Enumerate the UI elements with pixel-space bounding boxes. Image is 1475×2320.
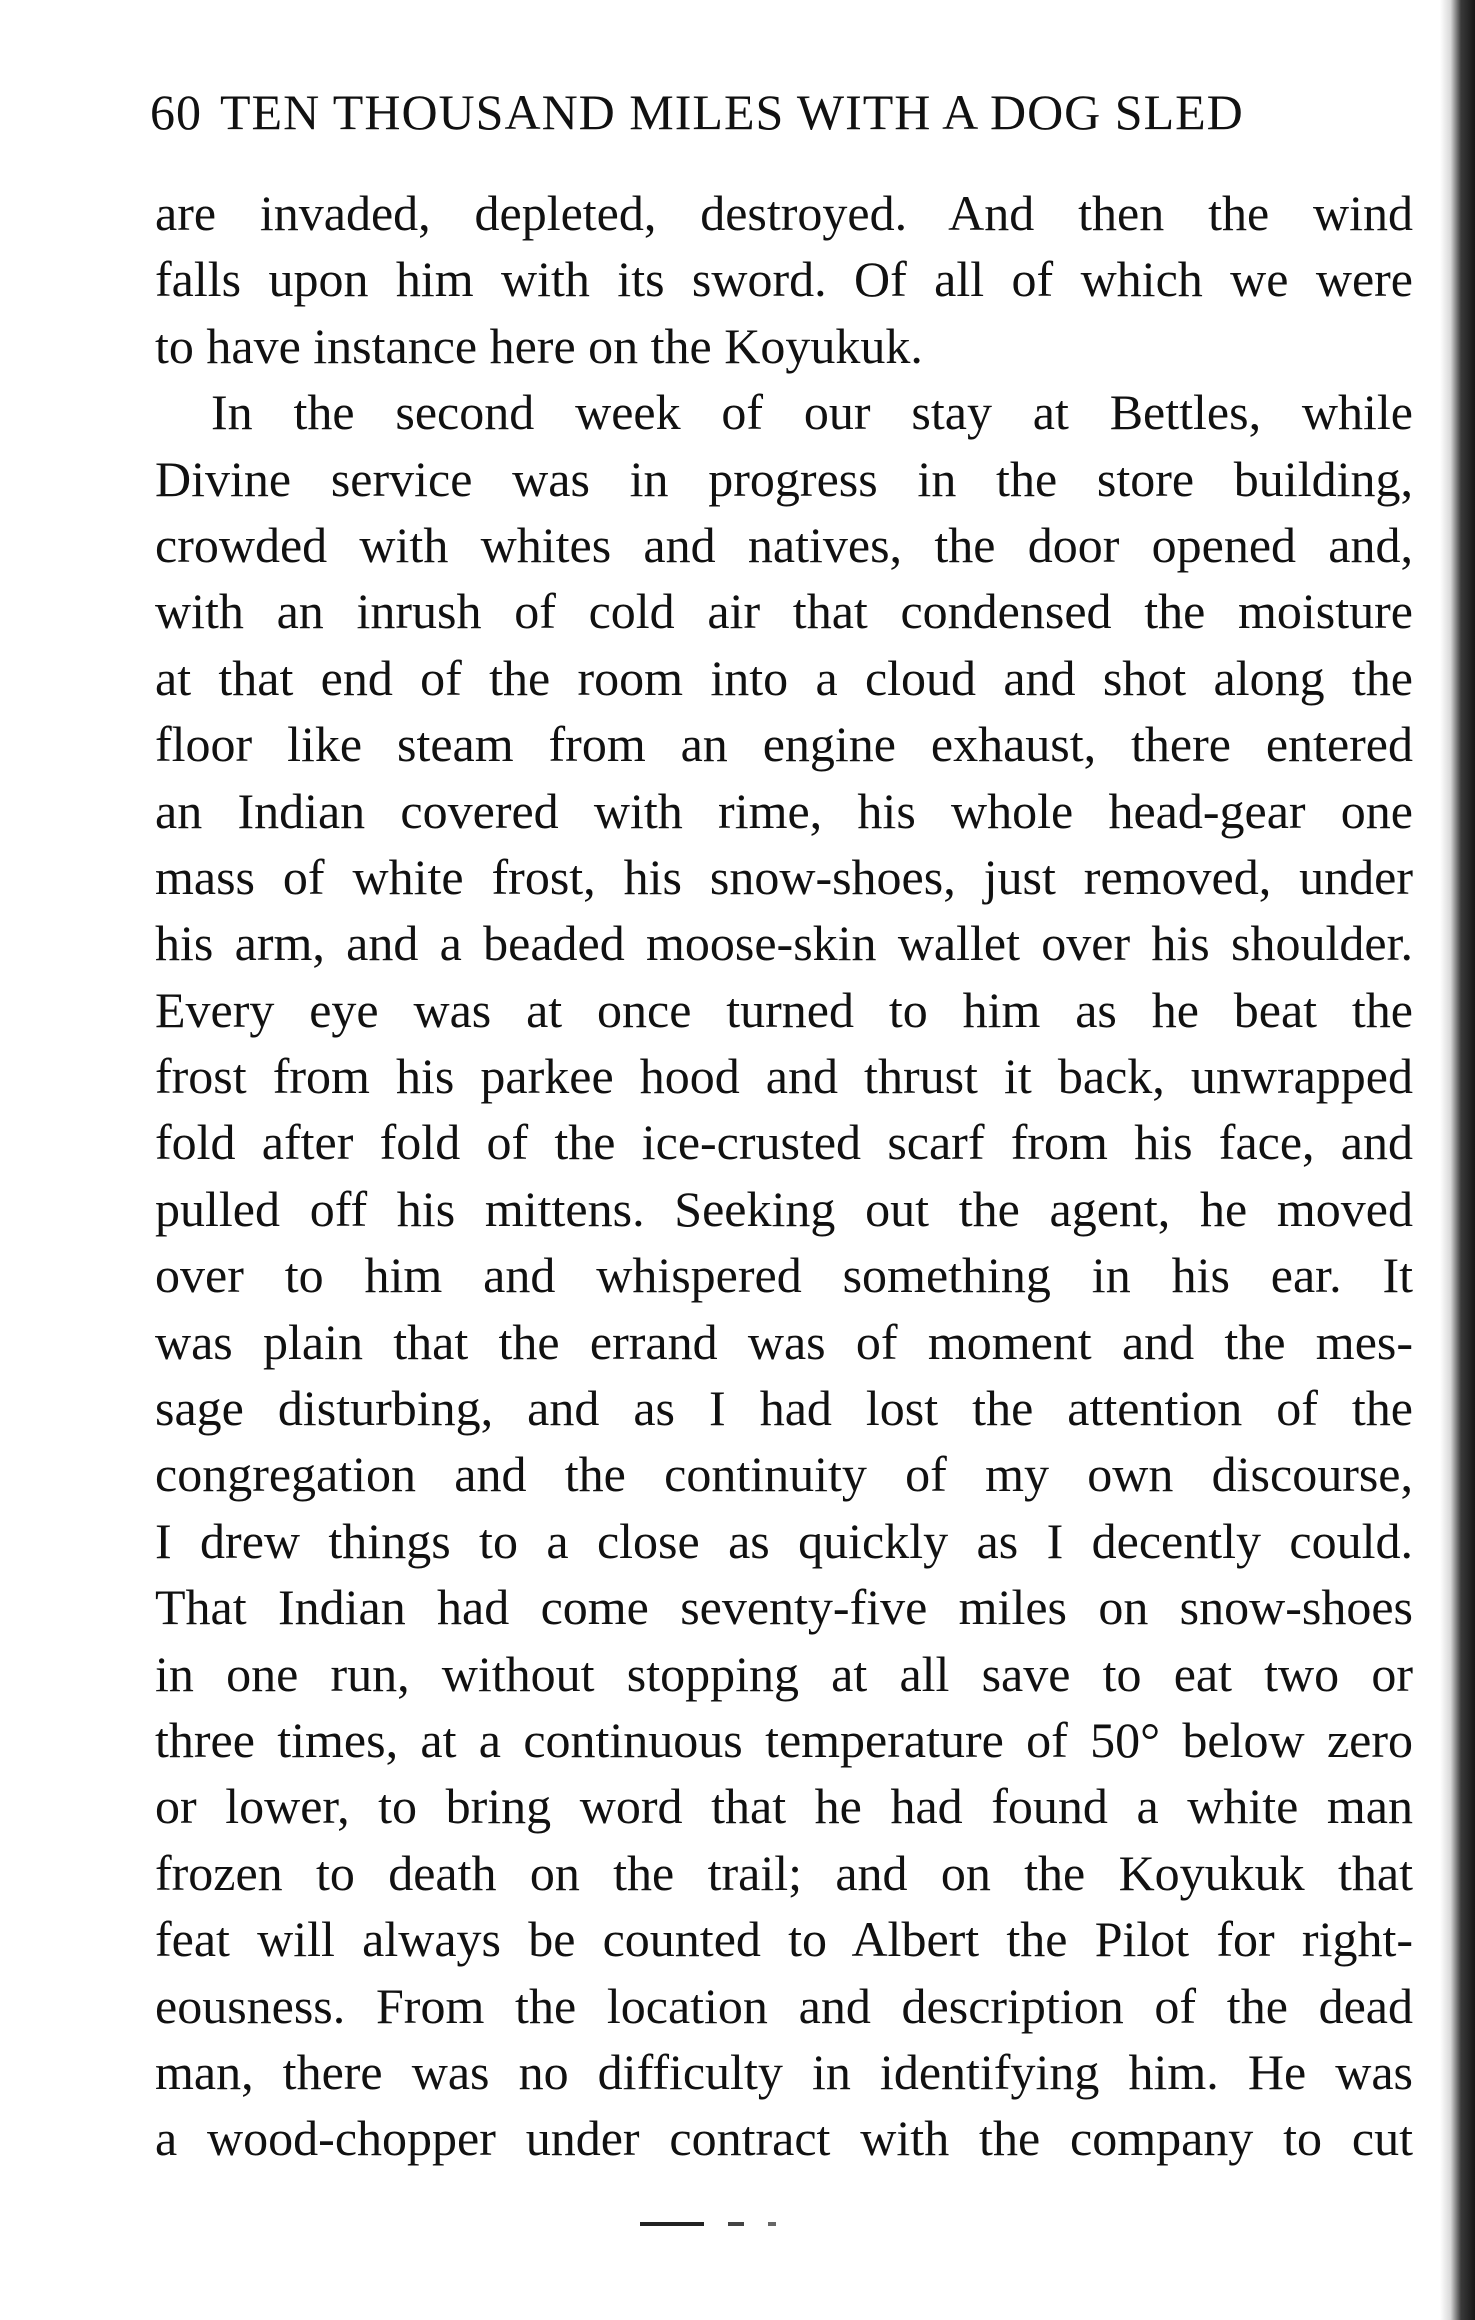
text-line: mass of white frost, his snow-shoes, just removed, under: [155, 848, 1413, 905]
text-line: a wood-chopper under contract with the company to cut: [155, 2110, 1413, 2167]
text-line: feat will always be counted to Albert the Pilot for right-: [155, 1911, 1413, 1968]
text-line: frozen to death on the trail; and on the Koyukuk that: [155, 1844, 1413, 1901]
text-line: in one run, without stopping at all save to eat two or: [155, 1645, 1413, 1702]
text-line: with an inrush of cold air that condensed the moisture: [155, 583, 1413, 640]
text-line: Every eye was at once turned to him as he beat the: [155, 981, 1413, 1038]
text-line: over to him and whispered something in his ear. It: [155, 1247, 1413, 1304]
text-line: to have instance here on the Koyukuk.: [155, 317, 923, 374]
text-line: That Indian had come seventy-five miles on snow-shoes: [155, 1579, 1413, 1636]
text-line: man, there was no difficulty in identifying him. He was: [155, 2043, 1413, 2100]
text-line: frost from his parkee hood and thrust it back, unwrapped: [155, 1048, 1413, 1105]
text-line: Divine service was in progress in the store building,: [155, 450, 1413, 507]
text-line: congregation and the continuity of my own discourse,: [155, 1446, 1413, 1503]
text-line: I drew things to a close as quickly as I decently could.: [155, 1512, 1413, 1569]
running-header: [150, 82, 1244, 142]
binding-shadow: [1440, 0, 1475, 2320]
text-line: or lower, to bring word that he had found a white man: [155, 1778, 1413, 1835]
running-title: TEN THOUSAND MILES WITH A DOG SLED: [220, 84, 1244, 140]
printer-mark: [640, 2222, 800, 2226]
text-line: sage disturbing, and as I had lost the attention of the: [155, 1380, 1413, 1437]
text-line: In the second week of our stay at Bettles, while: [211, 384, 1413, 441]
text-line: falls upon him with its sword. Of all of which we were: [155, 251, 1413, 308]
text-line: are invaded, depleted, destroyed. And then the wind: [155, 185, 1413, 241]
text-line: at that end of the room into a cloud and shot along the: [155, 649, 1413, 706]
text-line: crowded with whites and natives, the door opened and,: [155, 516, 1413, 573]
page-number: 60: [150, 84, 202, 140]
text-line: fold after fold of the ice-crusted scarf from his face, and: [155, 1114, 1413, 1171]
text-line: floor like steam from an engine exhaust, there entered: [155, 716, 1413, 773]
text-line: his arm, and a beaded moose-skin wallet over his shoulder.: [155, 915, 1413, 972]
body-text: [155, 180, 1413, 2172]
text-line: an Indian covered with rime, his whole head-gear one: [155, 782, 1413, 839]
text-line: eousness. From the location and description of the dead: [155, 1977, 1413, 2034]
text-line: was plain that the errand was of moment and the mes-: [155, 1313, 1413, 1370]
text-line: three times, at a continuous temperature of 50° below zero: [155, 1711, 1413, 1768]
text-line: pulled off his mittens. Seeking out the agent, he moved: [155, 1180, 1413, 1237]
